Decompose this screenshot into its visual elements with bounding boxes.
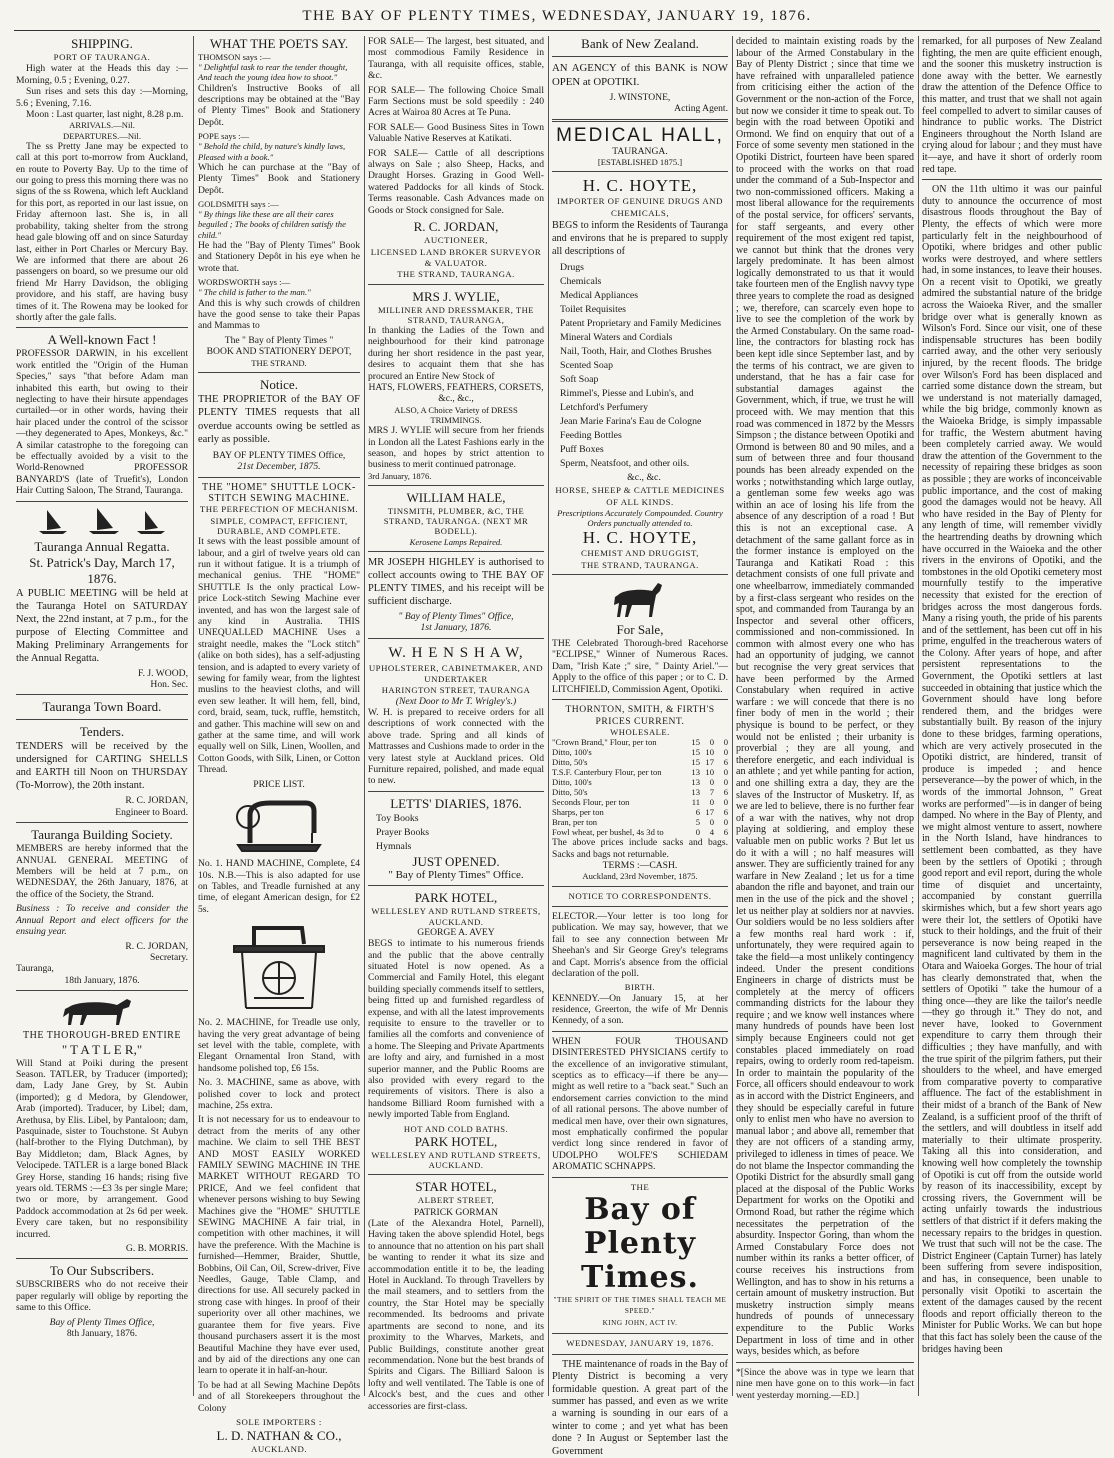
henshaw-title: W. H E N S H A W, bbox=[388, 644, 524, 661]
correspondents-title: NOTICE TO CORRESPONDENTS. bbox=[568, 890, 712, 901]
thomson-quote: " Delightful task to rear the tender thought, And teach the young idea how to shoot." bbox=[198, 62, 348, 83]
pope-label: POPE says :— bbox=[198, 131, 250, 142]
page-masthead: THE BAY OF PLENTY TIMES, WEDNESDAY, JANUARY 19, 1876. bbox=[302, 8, 812, 24]
paper-title: Bay of Plenty Times. bbox=[581, 1192, 699, 1296]
racehorse-icon bbox=[610, 579, 670, 619]
regatta-date: St. Patrick's Day, March 17, 1876. bbox=[29, 554, 175, 586]
list-item: Mineral Waters and Cordials bbox=[560, 332, 673, 344]
list-item: Rimmel's, Piesse and Lubin's, and Letchford's Perfumery bbox=[560, 388, 694, 414]
divider bbox=[16, 719, 188, 720]
divider bbox=[368, 885, 544, 886]
importers-label: SOLE IMPORTERS : bbox=[236, 1416, 322, 1427]
jordan-role-2: LICENSED LAND BROKER SURVEYOR & VALUATOR. bbox=[370, 246, 542, 268]
divider bbox=[16, 822, 188, 823]
hale-title: WILLIAM HALE, bbox=[406, 490, 506, 505]
wylie-date: 3rd January, 1876. bbox=[368, 470, 432, 481]
price-table bbox=[552, 737, 728, 837]
tides-text: High water at the Heads this day :— Morning, 0.5 ; Evening, 0.27. bbox=[16, 63, 188, 86]
column-6 bbox=[922, 36, 1102, 1398]
thornton-subtitle: WHOLESALE. bbox=[610, 726, 670, 737]
departures-text: DEPARTURES.—Nil. bbox=[63, 130, 141, 141]
arrivals-text: ARRIVALS.—Nil. bbox=[69, 120, 135, 131]
society-date: 18th January, 1876. bbox=[64, 974, 140, 986]
pope-body: Which he can purchase at the "Bay of Plenty Times" Book and Stationery Depôt. bbox=[198, 161, 360, 196]
sailboats-icon bbox=[27, 506, 177, 536]
sale-4: FOR SALE— Cattle of all descriptions always on Sale ; also Sheep, Hacks, and Draught Horses. Grazing in Good Well-watered Paddocks for all kinds of Stock. Terms reasonable. Cash Advances made on Goods or Stock consigned for Sale. bbox=[368, 147, 544, 216]
divider bbox=[552, 699, 728, 700]
importer-place: AUCKLAND. bbox=[250, 1444, 308, 1455]
star-address: ALBERT STREET, bbox=[417, 1195, 495, 1206]
list-item: Scented Soap bbox=[560, 360, 614, 372]
entire-body: Will Stand at Poiki during the present Season. TATLER, by Traducer (imported); dam, Lady Jane Grey, by St. Aubin (imported); g d Medora, by Glendower, Arab (imported). Traducer, by Libel; dam, Arethusa, by Elis. Libel, by Pantaloon; dam, Pasquinade, sister to Touchstone. St Aubyn (half-brother to the Flying Dutchman), by Bay Middleton; dam, Black Agnes, by Velocipede. TATLER is a large boned Black Grey Horse, standing 16 hands; rising five years old. TERMS :—£3 3s per single Mare; two or more, by arrangement. Good Paddock accommodation at 2s 6d per week. Every care taken, but no responsibility incurred. bbox=[16, 1057, 188, 1240]
column-4 bbox=[552, 36, 728, 1457]
sun-text: Sun rises and sets this day :—Morning, 5.6 ; Evening, 7.16. bbox=[16, 86, 188, 109]
list-item: Prayer Books bbox=[376, 826, 430, 838]
jordan-role: AUCTIONEER, bbox=[424, 235, 488, 246]
highley-body: MR JOSEPH HIGHLEY is authorised to collect accounts owing to THE BAY OF PLENTY TIMES, and his receipt will be sufficient discharge. bbox=[368, 556, 544, 607]
notice-date: 21st December, 1875. bbox=[237, 461, 321, 473]
sale-3: FOR SALE— Good Business Sites in Town Valuable Native Reserves at Katikati. bbox=[368, 121, 544, 145]
divider bbox=[552, 1333, 728, 1334]
henshaw-next: (Next Door to Mr T. Wrigley's.) bbox=[395, 695, 517, 707]
table-row: Sharps, per ton 6 17 6 bbox=[552, 807, 728, 818]
divider bbox=[368, 551, 544, 552]
letts-items bbox=[368, 812, 544, 854]
bank-signature-role: Acting Agent. bbox=[674, 103, 728, 115]
divider bbox=[552, 171, 728, 172]
hall-title: MEDICAL HALL, bbox=[556, 124, 724, 146]
hale-lamps: Kerosene Lamps Repaired. bbox=[409, 536, 503, 547]
list-item: Chemicals bbox=[560, 276, 602, 288]
depot-place: THE STRAND. bbox=[251, 357, 307, 368]
divider bbox=[552, 56, 728, 57]
paper-motto-source: KING JOHN, ACT IV. bbox=[602, 1318, 678, 1327]
hoyte-horse: HORSE, SHEEP & CATTLE MEDICINES OF ALL KINDS. bbox=[555, 485, 725, 507]
forsale-title: For Sale, bbox=[616, 622, 664, 638]
price-no2: No. 2. MACHINE, for Treadle use only, having the very great advantage of being set level with the table, complete, with Elegant Ornamental Iron Stand, with handsome polished top, £6 15s. bbox=[198, 1017, 360, 1074]
thornton-terms: TERMS :—CASH. bbox=[602, 859, 678, 871]
tenders-title: Tenders. bbox=[79, 724, 125, 740]
list-item: &c., &c. bbox=[627, 472, 661, 484]
the-label: THE bbox=[630, 1181, 650, 1192]
letts-title: LETTS' DIARIES, 1876. bbox=[390, 795, 522, 811]
list-item: Patent Proprietary and Family Medicines bbox=[560, 318, 722, 330]
wordsworth-quote: " The child is father to the man." bbox=[198, 287, 311, 298]
hoyte-name-2: H. C. HOYTE, bbox=[582, 528, 698, 548]
notice-office: BAY OF PLENTY TIMES Office, bbox=[212, 449, 346, 461]
price-no1: No. 1. HAND MACHINE, Complete, £4 10s. N.B.—This is also adapted for use on Tables, and Treadle furnished at any time, of elegant American design, for £2 5s. bbox=[198, 858, 360, 915]
wylie-body-2: MRS J. WYLIE will secure from her friends in London all the Latest Fashions early in the season, and hopes by strict attention to business to merit continued patronage. bbox=[368, 425, 544, 471]
list-item: Jean Marie Farina's Eau de Cologne bbox=[560, 416, 702, 428]
avey-body: BEGS to intimate to his numerous friends and the public that the above centrally situated Hotel is now opened. As a Commercial and Family Hotel, this elegant building specially commends itself to settlers, being fitted up and furnished regardless of expense, and with all the latest improvements requisite to ensure to the traveller or to families all the comforts and convenience of a home. The Sleeping and Private Apartments are lofty and airy, and furnished in a most superior manner, and the Public Rooms are also provided with every regard to the requirements of visitors. There is also a handsome Billiard Room furnished with a newly imported Table from England. bbox=[368, 938, 544, 1121]
birth-body: KENNEDY.—On January 15, at her residence, Greerton, the wife of Mr Dennis Kennedy, of a son. bbox=[552, 992, 728, 1027]
goldsmith-quote: " By things like these are all their cares beguiled ; The books of children satisfy the child." bbox=[198, 209, 346, 240]
elector-note: ELECTOR.—Your letter is too long for publication. We may say, however, that we fail to see any connection between Mr Sheehan's and Sir George Grey's telegrams and Capt. Morris's absence from the official declaration of the poll. bbox=[552, 910, 728, 979]
hoyte-prescriptions: Prescriptions Accurately Compounded. Country Orders punctually attended to. bbox=[557, 508, 723, 529]
divider bbox=[736, 1362, 914, 1363]
column-rule bbox=[732, 36, 733, 1396]
entire-signature: G. B. MORRIS. bbox=[125, 1243, 188, 1255]
hand-sewing-machine-icon bbox=[224, 793, 334, 855]
subs-date: 8th January, 1876. bbox=[66, 1328, 138, 1340]
birth-title: BIRTH. bbox=[624, 982, 656, 993]
wordsworth-body: And this is why such crowds of children have the good sense to take their Papas and Mammas to bbox=[198, 297, 360, 332]
column-rule bbox=[918, 36, 919, 1396]
regatta-signature-role: Hon. Sec. bbox=[150, 679, 188, 691]
tenders-body: TENDERS will be received by the undersigned for CARTING SHELLS and EARTH till Noon on THURSDAY (To-Morrow), the 20th instant. bbox=[16, 741, 188, 792]
wylie-role: MILLINER AND DRESSMAKER, THE STRAND, TAURANGA, bbox=[377, 304, 535, 325]
divider bbox=[16, 327, 188, 328]
list-item: Sperm, Neatsfoot, and other oils. bbox=[560, 458, 690, 470]
park-title-2: PARK HOTEL, bbox=[414, 1133, 498, 1149]
divider bbox=[552, 1177, 728, 1178]
goldsmith-label: GOLDSMITH says :— bbox=[198, 199, 279, 210]
schiedam-ad: WHEN FOUR THOUSAND DISINTERESTED PHYSICIANS certify to the excellence of an invigorative stimulant, sceptics as to efficacy—if there be any—might as well retire to a "back seat." Such an endorsement carries conviction to the mind of all rational persons. The above number of medical men have, over their own signatures, most emphatically confirmed the popular verdict long since rendered in favor of UDOLPHO WOLFE'S SCHIEDAM AROMATIC SCHNAPPS. bbox=[552, 1035, 728, 1173]
price-no3: No. 3. MACHINE, same as above, with polished cover to lock and protect machine, 25s extra. bbox=[198, 1077, 360, 1111]
editorial-date: WEDNESDAY, JANUARY 19, 1876. bbox=[566, 1338, 714, 1349]
machine-title: THE "HOME" SHUTTLE LOCK-STITCH SEWING MACHINE. bbox=[202, 481, 356, 504]
machine-end-text: It is not necessary for us to endeavour to detract from the merits of any other machine. We claim to sell THE BEST AND MOST EASILY WORKED FAMILY SEWING MACHINE IN THE MARKET WITHOUT REGARD TO PRICE, And we feel confident that whenever persons wishing to buy Sewing Machines give the "HOME" SHUTTLE SEWING MACHINE A fair trial, in competition with other machines, it will have the preference. With the Machine is furnished—Hemmer, Braider, Shuttle, Bobbins, Oil Can, Oil, Screw-driver, Five Needles, Gauge, Table Clamp, and directions for use. All securely packed in strong case with hinges. In proof of their superiority over all other machines, we guarantee them for five years. Five thousand purchasers assert it is the most Beautiful Machine they have ever used, and by aid of the directions any one can learn to operate it in half-an-hour. bbox=[198, 1114, 360, 1377]
divider bbox=[368, 485, 544, 486]
masthead-rule bbox=[14, 30, 1100, 31]
port-title: PORT OF TAURANGA. bbox=[53, 52, 151, 62]
thornton-date: Auckland, 23rd November, 1875. bbox=[582, 871, 698, 882]
sale-1: FOR SALE— The largest, best situated, and most commodious Family Residence in Tauranga, with all requisite offices, stable, &c. bbox=[368, 36, 544, 82]
shipping-title: SHIPPING. bbox=[71, 36, 133, 51]
list-item: Nail, Tooth, Hair, and Clothes Brushes bbox=[560, 346, 712, 358]
paper-motto: "THE SPIRIT OF THE TIMES SHALL TEACH ME SPEED." bbox=[553, 1296, 727, 1316]
entire-title: THE THOROUGH-BRED ENTIRE bbox=[23, 1030, 181, 1042]
tenders-signature-role: Engineer to Board. bbox=[115, 806, 188, 818]
society-signature: R. C. JORDAN, bbox=[125, 940, 188, 952]
entire-name: " T A T L E R," bbox=[61, 1041, 143, 1057]
wylie-also: ALSO, A Choice Variety of DRESS TRIMMINGS. bbox=[394, 404, 518, 425]
hoyte-place-2: THE STRAND, TAURANGA. bbox=[581, 559, 699, 570]
jordan-name: R. C. JORDAN, bbox=[413, 219, 499, 235]
divider bbox=[368, 284, 544, 285]
machine-body: It sews with the least possible amount of labour, and a girl of twelve years old can run it without fatigue. It is a triumph of mechanical genius. THE "HOME" SHUTTLE Is the only practical Low-price Lock-stitch Sewing Machine ever invented, and has won the largest sale of any kind in Australia. THIS UNEQUALLED MACHINE Uses a straight needle, makes the "Lock stitch" (alike on both sides), has a self-adjusting tension, and is adapted to every variety of sewing for family wear, from the lightest muslins to the heaviest cloths, and will even sew leather. It will hem, fell, bind, cord, braid, seam, tuck, ruffle, hemstitch, and gather. This machine will sew on and gather at the same time, and will work equally well on Silk, Linen, Woollen, and Cotton Goods, with Silk, Linen, or Cotton Thread. bbox=[198, 536, 360, 776]
tenders-signature: R. C. JORDAN, bbox=[125, 795, 188, 807]
society-title: Tauranga Building Society. bbox=[31, 827, 173, 843]
divider bbox=[16, 990, 188, 991]
column-2 bbox=[198, 36, 360, 1455]
editorial-end: remarked, for all purposes of New Zealand fighting, the men are quite efficient enough, and the sooner this musketry instruction is done away with the better. We earnestly draw the attention of the Defence Office to this matter, and trust that we shall not again feel compelled to advert to similar causes of hindrance to public works. The District Engineers throughout the North Island are crying aloud for labour ; and they must have it—aye, and have it short of orderly room red tape. bbox=[922, 36, 1102, 175]
horse-icon bbox=[57, 995, 147, 1027]
highley-date: 1st January, 1876. bbox=[420, 622, 492, 634]
depot-line: BOOK AND STATIONERY DEPOT, bbox=[206, 346, 352, 358]
wylie-title: MRS J. WYLIE, bbox=[412, 288, 500, 304]
divider bbox=[368, 791, 544, 792]
divider bbox=[552, 119, 728, 122]
divider bbox=[198, 477, 360, 478]
column-5 bbox=[736, 36, 914, 1401]
table-row: Ditto, 100's 13 0 0 bbox=[552, 777, 728, 788]
avey-name: GEORGE A. AVEY bbox=[417, 926, 495, 938]
divider bbox=[16, 1258, 188, 1259]
jordan-place: THE STRAND, TAURANGA. bbox=[397, 269, 515, 280]
hale-role: TINSMITH, PLUMBER, &C, THE STRAND, TAURANGA. (NEXT MR BODELL). bbox=[383, 506, 529, 537]
park-title: PARK HOTEL, bbox=[414, 890, 498, 906]
divider bbox=[368, 1174, 544, 1175]
divider bbox=[552, 1354, 728, 1355]
thomson-body: Children's Instructive Books of all descriptions may be obtained at the "Bay of Plenty Times" Book and Stationery Depôt. bbox=[198, 82, 360, 128]
park-address: WELLESLEY AND RUTLAND STREETS, AUCKLAND. bbox=[371, 906, 541, 927]
editorial-continued: decided to maintain existing roads by the labour of the Armed Constabulary in the Bay of Plenty District ; since that time we have refrained with unparalleled patience from criticising either the action of the Government or the non-action of the Force, but now we consider it time to speak out. To begin with the road between Opotiki and Ormond. We find on enquiry that out of a Force of some seventy men stationed in the Opotiki District, fourteen have been spared to proceed with the works on that road under the command of a Sub-Inspector and two non-commissioned officers. Making a most liberal allowance for the requirements of the postal service, for officers' servants, for staff sergeants, and every other requirement of the most exigent red tapist, we cannot but think that the drones very largely predominate. It has been almost logically demonstrated to us that it would take fourteen men of the English navvy type three years to complete the road as designed ; we, therefore, can scarcely even hope to live to see the completion of the work by the Armed Constabulary. On the same road-line, the contractors for blasting rock has been kept idle since September last, and by the terms of his contract, we are given to understand, that he has a fair case for substantial damages against the Government, which, if true, we trust he will proceed with. We may mention that this road was commenced in 1872 by the Messrs Simpson ; the distance between Opotiki and Ormond is between 80 and 90 miles, and a sum of between three and four thousand pounds has been already expended on the works ; notwithstanding which large outlay, a gentleman some few weeks ago was within an ace of losing his life from the absence of any description of a road ! But this is not an exceptional case. A detachment of the same gallant force as in the former instance is employed on the Tauranga and Katikati Road : this detachment consists of one full private and one wheelbarrow, immediately commanded by a first-class sergeant who resides on the spot, and commanded from Tauranga by an Inspector and several other officers, commissioned and non-commissioned. In common with almost every one who has had an opportunity of judging, we cannot but recognise the very great services that have been performed by the Armed Constabulary when required in active warfare : we will concede that there is no finer body of men in the world ; their physique is bound to be perfect, or they would not be enlisted ; their urbanity is proverbial ; they are all young, and therefore energetic, and each individual is an athlete ; and yet while panting for action, and one shilling extra a day, they are the slaves of the Instructor of Musketry. If, as we are led to believe, there is no further fear of a war with the natives, why not drop playing at soldiering, and employ these valuable men on public works ? But let us do it with a will ; no half measures will answer. They are sufficiently trained for any warfare in New Zealand ; let us for a time abandon the rifle and bayonet, and train our men in the use of the pick and the shovel ; let us neither play at soldiers nor at navvies. Our soldiers would be no less soldiers after a few months real hard work : if, unfortunately, they were required again to take the field—a most unlikely contingency indeed. Under the present conditions Engineers in charge of districts must be completely at the mercy of officers commanding districts for the labour they require ; and we know well instances where many hundreds of pounds have been lost simply because Engineers could not get constables placed immediately on road repairs, owing to orderly room red-tapeism. In order to maintain the popularity of the Force, all officers should endeavour to work as in accord with the District Engineers, and they should be especially careful in future only to enlist men who have no aversion to manual labor ; and above all, remember that they are not officers of a standing army, privileged to idleness in times of peace. We do not blame the Inspector commanding the Opotiki District for the absurdly small gang placed at the disposal of the Public Works Department for works on the Opotiki and Ormond Road, but rather the régime which necessitates the perpetration of the absurdity. Inspector Goring, than whom the Armed Constabulary Force does not number within its ranks a better officer, of course receives his instructions from Wellington, and has to show in his returns a certain amount of musketry instruction. But musketry instruction simply means hundreds of pounds of unnecessary expenditure to the Public Works Department in loss of time and in other ways, besides which, as before bbox=[736, 36, 914, 1358]
column-rule bbox=[193, 36, 194, 1396]
regatta-signature: F. J. WOOD, bbox=[138, 667, 188, 679]
henshaw-address: HARINGTON STREET, TAURANGA bbox=[381, 685, 531, 696]
bank-body: AN AGENCY of this BANK is NOW OPEN at OPOTIKI. bbox=[552, 62, 728, 88]
column-3 bbox=[368, 36, 544, 1412]
table-row: Ditto, 50's 13 7 6 bbox=[552, 787, 728, 798]
list-item: Soft Soap bbox=[560, 374, 599, 386]
goldsmith-body: He had the "Bay of Plenty Times" Book and Stationery Depôt in his eye when he wrote that. bbox=[198, 239, 360, 274]
henshaw-role: UPHOLSTERER, CABINETMAKER, AND UNDERTAKER bbox=[368, 662, 544, 685]
divider bbox=[552, 574, 728, 575]
price-list-title: PRICE LIST. bbox=[253, 778, 305, 790]
avey-baths: HOT AND COLD BATHS. bbox=[403, 1123, 509, 1134]
divider bbox=[198, 372, 360, 373]
wylie-goods: HATS, FLOWERS, FEATHERS, CORSETS, &c., &c., bbox=[368, 381, 544, 405]
table-row: T.S.F. Canterbury Flour, per ton 13 10 0 bbox=[552, 767, 728, 778]
table-row: "Crown Brand," Flour, per ton 15 0 0 bbox=[552, 737, 728, 748]
society-body: MEMBERS are hereby informed that the ANNUAL GENERAL MEETING of Members will be held at 7 p.m., on WEDNESDAY, the 26th January, 1876, at the office of the Society, the Strand. bbox=[16, 843, 188, 900]
list-item: Drugs bbox=[560, 262, 584, 274]
table-row: Seconds Flour, per ton 11 0 0 bbox=[552, 797, 728, 808]
thornton-note: The above prices include sacks and bags. Sacks and bags not returnable. bbox=[552, 837, 728, 860]
park-address-2: WELLESLEY AND RUTLAND STREETS, AUCKLAND. bbox=[371, 1149, 541, 1171]
divider bbox=[368, 638, 544, 639]
divider bbox=[922, 179, 1102, 180]
society-place: Tauranga, bbox=[16, 963, 54, 975]
list-item: Puff Boxes bbox=[560, 444, 604, 456]
moon-text: Moon : Last quarter, last night, 8.28 p.m. bbox=[26, 109, 184, 121]
list-item: Feeding Bottles bbox=[560, 430, 622, 442]
letts-office: " Bay of Plenty Times" Office. bbox=[388, 868, 524, 881]
bank-signature: J. WINSTONE, bbox=[609, 92, 671, 103]
hoyte-role-2: CHEMIST AND DRUGGIST, bbox=[581, 548, 699, 559]
depot-name: The " Bay of Plenty Times " bbox=[224, 334, 334, 346]
editorial-footnote: *[Since the above was in type we learn that nine men have gone on to this work—in fact went yesterday morning.—ED.] bbox=[736, 1366, 914, 1401]
hoyte-body: BEGS to inform the Residents of Tauranga and environs that he is prepared to supply all descriptions of bbox=[552, 220, 728, 258]
bank-title: Bank of New Zealand. bbox=[581, 36, 699, 51]
forsale-body: THE Celebrated Thorough-bred Racehorse "ECLIPSE," Winner of Numerous Races. Dam, "Irish Kate ;" sire, " Dainty Ariel."—Apply to the office of this paper ; or to C. D. LITCHFIELD, Commission Agent, Opotiki. bbox=[552, 638, 728, 695]
floods-article: ON the 11th ultimo it was our painful duty to announce the occurrence of most disastrous floods throughout the Bay of Plenty, the effects of which were more particularly felt in the neighbourhood of Opotiki, where bridges and other public works were destroyed, and where settlers had, in some instances, to leave their houses. On a recent visit to Opotiki, we greatly admired the substantial nature of the bridge across the Waioeka River, and the smaller bridge over what is generally known as Wilson's Ford. Since our visit, one of these indispensable structures has been bodily carried away, and the other very seriously injured, by the recent floods. The bridge over Wilson's Ford has been displaced and carried some distance down the stream, but we understand is not materially damaged, while the big bridge, commonly known as the Waioeka Bridge, is simply impassable for traffic, the Western abutment having been completely carried away. We would draw the attention of the Government to the necessity of repairing these bridges as soon as possible ; they are works of inconceivable public importance, and the cost of making good the damages would not be heavy. All who have resided in the Bay of Plenty for any length of time, will remember vividly the heartrending deaths by drowning which have occurred in the Waioeka and the other rivers in the environs of Opotiki, and the tombstones in the old Opotiki cemetery most mournfully testify to the imperative necessity that existed for the erection of bridges across the most dangerous fords. Many a rising youth, the pride of his parents and of the settlement, has been cut off in his prime, engulfed in the treacherous waters of the Colony. After years of hope, and after persistent representations to the Government, the Opotiki settlers at last succeeded in obtaining that justice which the Government should have long before rendered them, and the bridges were substantially built. By reason of the injury done to these bridges, farming operations, which are very actively prosecuted in the Opotiki district, are hindered, transit of produce is impeded ; and hence perseverance—by the power of which, in the words of the immortal Johnson, " Great works are performed"—is in danger of being damped. No where in the Bay of Plenty, and we might almost venture to assert, nowhere in the North Island, have hindrances to settlement been combatted, as they have been by the settlers of Opotiki ; through good report and evil report, during the whole time of disquiet and uncertainty, accompanied by constant guerrilla skirmishes which, but a few short years ago were their lot, the settlers of Opotiki have stuck to their holdings, and the fruit of their perseverance is now being reaped in the magnificent land cultivated by them in the Otara and Waioeka Gorges. The hour of trial has clearly demonstrated that, when the settlers of Opotiki " take the humour of a thing once—they are like the tailor's needle—they go through it." They do not, and never have, looked to Government expenditure to carry them through their difficulties ; they have manfully, and with the true spirit of the pilgrim fathers, put their shoulders to the wheel, and have emerged from comparative poverty to comparative affluence. The fact of the establishment in their midst of a branch of the Bank of New Zealand, is a sufficient proof of the thrift of the settlers, and will doubtless in itself add materially to their ultimate prosperity. Taking all this into consideration, and knowing well how completely the township of Opotiki is cut off from the outside world by reason of its inaccessibility, except by crossing rivers, the Government will be acting unfairly towards the industrious settlers of that district if it defers making the necessary repairs to the bridges in question. We trust that such will not be the case. The District Engineer (Captain Turner) has lately been suffering from severe indisposition, and has, in consequence, been unable to personally visit Opotiki to ascertain the extent of the damages caused by the recent floods and report officially thereon to the Minister for Public Works. We can but hope that this fact has solely been the cause of the bridges having been bbox=[922, 184, 1102, 1355]
column-1 bbox=[16, 36, 188, 1398]
editorial-start: THE maintenance of roads in the Bay of Plenty District is becoming a very formidable question. A great part of the summer has passed, and even as we write a warning is sounding in our ears of a winter to come ; and yet what has been done ? In August or September last the Government bbox=[552, 1358, 728, 1457]
table-row: Ditto, 50's 15 17 6 bbox=[552, 757, 728, 768]
notice-title: Notice. bbox=[260, 376, 298, 392]
hall-established: [ESTABLISHED 1875.] bbox=[597, 157, 683, 168]
machine-stores: To be had at all Sewing Machine Depôts and of all Storekeepers throughout the Colony bbox=[198, 1379, 360, 1414]
wylie-body: In thanking the Ladies of the Town and neighbourhood for their kind patronage during her short residence in the past year, desires to acquaint them that she has procured an Entire New Stock of bbox=[368, 324, 544, 382]
column-rule bbox=[548, 36, 549, 1396]
society-business: Business : To receive and consider the Annual Report and elect officers for the ensuing year. bbox=[16, 903, 188, 938]
star-body: (Late of the Alexandra Hotel, Parnell), Having taken the above splendid Hotel, begs to announce that no attention on his part shall be wanting to render it what its size and accommodation entitle it to be, the leading Hotel in Auckland. To through Travellers by the mail steamers, and to settlers from the country, the Star Hotel may be specially recommended. Its bedrooms and private apartments are second to none, and its proximity to the Wharves, Markets, and Public Buildings, constitute another great recommendation. None but the best brands of Spirits and Cigars. The Billiard Saloon is lofty and well ventilated. The Table is one of Alcock's best, and the cues and other accessories are first-class. bbox=[368, 1218, 544, 1412]
hall-place: TAURANGA. bbox=[612, 145, 668, 157]
regatta-title: Tauranga Annual Regatta. bbox=[34, 538, 170, 554]
table-row: Fowl wheat, per bushel, 4s 3d to 0 4 6 bbox=[552, 827, 728, 838]
thomson-label: THOMSON says :— bbox=[198, 52, 271, 62]
treadle-sewing-machine-icon bbox=[224, 918, 334, 1014]
machine-subtitle: THE PERFECTION OF MECHANISM. bbox=[199, 504, 359, 515]
society-signature-role: Secretary. bbox=[150, 951, 188, 963]
list-item: Toy Books bbox=[376, 812, 419, 824]
table-row: Bran, per ton 5 0 0 bbox=[552, 817, 728, 828]
fact-body: PROFESSOR DARWIN, in his excellent work entitled the "Origin of the Human Species," says "that before Adam man inhabited this earth, but owing to their neglecting to have their hirsute appendages curtailed—or in other words, having their hair placed under the control of the scissor—they degenerated to Apes, Monkeys, &c." A similar catastrophe to the foregoing can be effectually avoided by a visit to the World-Renowned PROFESSOR BANYARD'S (late of Truefit's), London Hair Cutting Saloon, The Strand, Tauranga. bbox=[16, 348, 188, 497]
machine-subtitle-2: SIMPLE, COMPACT, EFFICIENT, DURABLE, AND COMPLETE. bbox=[210, 515, 348, 536]
list-item: Hymnals bbox=[376, 840, 412, 852]
list-item: Toilet Requisites bbox=[560, 304, 626, 316]
list-item: Medical Appliances bbox=[560, 290, 639, 302]
regatta-body: A PUBLIC MEETING will be held at the Tauranga Hotel on SATURDAY Next, the 22nd instant, at 7 p.m., for the purpose of Electing Committee and Making Preliminary Arrangements for the Annual Regatta. bbox=[16, 587, 188, 664]
poets-title: WHAT THE POETS SAY. bbox=[209, 36, 349, 51]
hoyte-role: IMPORTER OF GENUINE DRUGS AND CHEMICALS, bbox=[557, 196, 723, 218]
wordsworth-label: WORDSWORTH says :— bbox=[198, 277, 291, 288]
notice-body: THE PROPRIETOR of the BAY OF PLENTY TIMES requests that all overdue accounts owing be settled as early as possible. bbox=[198, 393, 360, 446]
sale-2: FOR SALE— The following Choice Small Farm Sections must be sold speedily : 240 Acres at Wairoa 80 Acres at Te Puna. bbox=[368, 84, 544, 119]
fact-title: A Well-known Fact ! bbox=[47, 332, 157, 348]
divider bbox=[552, 906, 728, 907]
hoyte-name: H. C. HOYTE, bbox=[582, 176, 698, 196]
subs-body: SUBSCRIBERS who do not receive their paper regularly will oblige by reporting the same to this Office. bbox=[16, 1279, 188, 1314]
divider bbox=[16, 694, 188, 695]
henshaw-body: W. H. is prepared to receive orders for all descriptions of work connected with the above trade. Spring and all kinds of Mattrasses and Cushions made to order in the very latest style at Auckland prices. Old Furniture repaired, polished, and made equal to new. bbox=[368, 707, 544, 787]
letts-opened: JUST OPENED. bbox=[412, 853, 500, 869]
thornton-title: THORNTON, SMITH, & FIRTH'S PRICES CURRENT. bbox=[565, 704, 715, 727]
column-rule bbox=[364, 36, 365, 1396]
divider bbox=[552, 886, 728, 887]
hoyte-items bbox=[552, 261, 728, 485]
importer-name: L. D. NATHAN & CO., bbox=[216, 1428, 342, 1444]
board-title: Tauranga Town Board. bbox=[42, 699, 162, 715]
star-owner: PATRICK GORMAN bbox=[413, 1206, 499, 1218]
pope-quote: " Behold the child, by nature's kindly laws, Pleased with a book." bbox=[198, 141, 346, 162]
divider bbox=[16, 501, 188, 502]
subs-office: Bay of Plenty Times Office, bbox=[49, 1316, 155, 1328]
table-row: Ditto, 100's 15 10 0 bbox=[552, 747, 728, 758]
divider bbox=[552, 1031, 728, 1032]
star-title: STAR HOTEL, bbox=[415, 1179, 497, 1195]
shipping-body: The ss Pretty Jane may be expected to call at this port to-morrow from Auckland, en route to Poverty Bay. Up to the time of our going to press this morning there was no signs of the ss Rowena, which left Auckland for this port, as reported in our last issue, on Friday afternoon last. She is, in all probability, taking shelter from the strong head gale blowing off and on since Saturday last, either in Port Charles or Mercury Bay. We are informed that there are about 26 passengers on board, so we presume our old friend Mr Harry Davidson, the obliging providore, and his staff, are having busy times of it. The Rowena may be looked for shortly after the gale falls. bbox=[16, 140, 188, 323]
subs-title: To Our Subscribers. bbox=[49, 1263, 155, 1279]
highley-office: " Bay of Plenty Times" Office, bbox=[398, 610, 514, 622]
